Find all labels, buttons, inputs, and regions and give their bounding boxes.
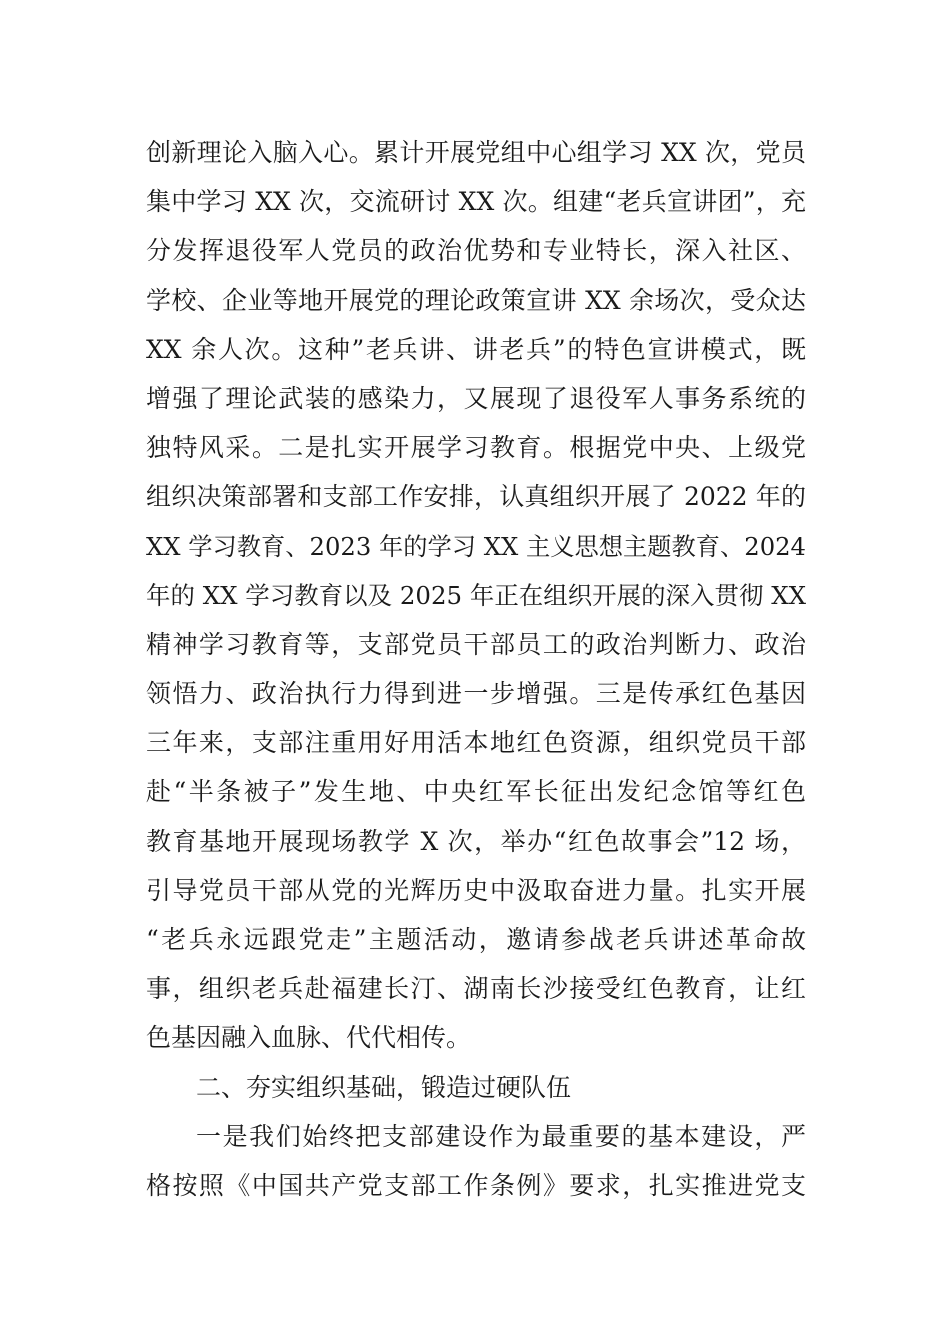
text-line: 分发挥退役军人党员的政治优势和专业特长，深入社区、 — [146, 236, 806, 266]
text-line: 集中学习 XX 次，交流研讨 XX 次。组建“老兵宣讲团”，充 — [146, 187, 806, 217]
section-heading: 二、夯实组织基础，锻造过硬队伍 — [196, 1072, 572, 1102]
text-line: 组织决策部署和支部工作安排，认真组织开展了 2022 年的 — [146, 482, 806, 512]
body-text — [146, 128, 806, 1210]
text-line: 独特风采。二是扎实开展学习教育。根据党中央、上级党 — [146, 433, 806, 463]
text-line: 色基因融入血脉、代代相传。 — [146, 1023, 472, 1053]
text-line: 精神学习教育等，支部党员干部员工的政治判断力、政治 — [146, 629, 806, 659]
text-line: 格按照《中国共产党支部工作条例》要求，扎实推进党支 — [146, 1170, 806, 1200]
text-line: 事，组织老兵赴福建长汀、湖南长沙接受红色教育，让红 — [146, 974, 806, 1004]
text-line: 教育基地开展现场教学 X 次，举办“红色故事会”12 场， — [146, 826, 806, 856]
text-line: 一是我们始终把支部建设作为最重要的基本建设，严 — [196, 1121, 806, 1151]
text-line: XX 学习教育、2023 年的学习 XX 主义思想主题教育、2024 — [146, 531, 806, 561]
text-line: “老兵永远跟党走”主题活动，邀请参战老兵讲述革命故 — [146, 925, 806, 954]
text-line: 赴“半条被子”发生地、中央红军长征出发纪念馆等红色 — [146, 777, 806, 807]
text-line: 学校、企业等地开展党的理论政策宣讲 XX 余场次，受众达 — [146, 285, 806, 315]
text-line: 年的 XX 学习教育以及 2025 年正在组织开展的深入贯彻 XX — [146, 580, 806, 610]
text-line: 引导党员干部从党的光辉历史中汲取奋进力量。扎实开展 — [146, 875, 806, 905]
text-line: 创新理论入脑入心。累计开展党组中心组学习 XX 次，党员 — [146, 138, 806, 167]
text-line: XX 余人次。这种”老兵讲、讲老兵”的特色宣讲模式，既 — [146, 334, 806, 364]
text-line: 增强了理论武装的感染力，又展现了退役军人事务系统的 — [146, 383, 806, 413]
text-line: 领悟力、政治执行力得到进一步增强。三是传承红色基因 — [146, 679, 806, 709]
text-line: 三年来，支部注重用好用活本地红色资源，组织党员干部 — [146, 728, 806, 758]
